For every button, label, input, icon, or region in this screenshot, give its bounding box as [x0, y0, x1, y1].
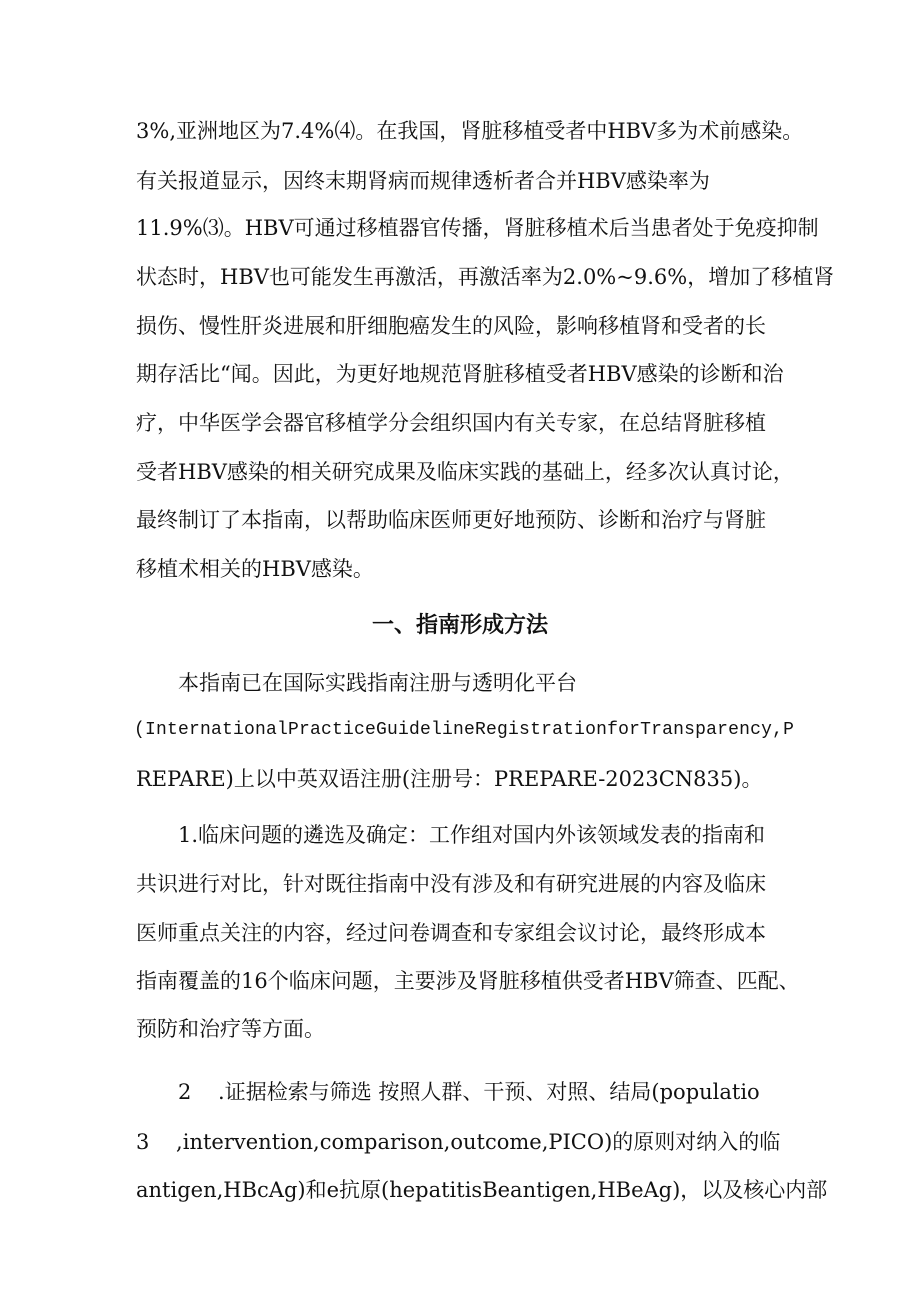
paragraph1-line-5: 损伤、慢性肝炎进展和肝细胞癌发生的风险，影响移植肾和受者的长: [136, 314, 766, 338]
paragraph1-line-2: 有关报道显示，因终末期肾病而规律透析者合并HBV感染率为: [136, 169, 710, 193]
paragraph3-line-3: 医师重点关注的内容，经过问卷调查和专家组会议讨论，最终形成本: [136, 921, 766, 945]
paragraph3-line-5: 预防和治疗等方面。: [136, 1017, 325, 1041]
paragraph4-line-3: antigen,HBcAg)和e抗原(hepatitisBeantigen,HBeAg)，以及核心内部: [136, 1178, 828, 1202]
paragraph2-line-1: 本指南已在国际实践指南注册与透明化平台: [178, 671, 577, 695]
paragraph1-line-10: 移植术相关的HBV感染。: [136, 557, 374, 581]
paragraph1-line-4: 状态时，HBV也可能发生再激活，再激活率为2.0%~9.6%，增加了移植肾: [136, 265, 835, 289]
paragraph4-line-1: 2 .证据检索与筛选 按照人群、干预、对照、结局(populatio: [178, 1080, 760, 1104]
paragraph3-line-1: 1.临床问题的遴选及确定：工作组对国内外该领域发表的指南和: [178, 823, 766, 847]
paragraph4-line-2: 3 ,intervention,comparison,outcome,PICO)的原则对纳入的临: [136, 1130, 781, 1154]
paragraph1-line-7: 疗，中华医学会器官移植学分会组织国内有关专家，在总结肾脏移植: [136, 411, 766, 435]
paragraph3-line-4: 指南覆盖的16个临床问题，主要涉及肾脏移植供受者HBV筛查、匹配、: [136, 969, 800, 993]
paragraph1-line-3: 11.9%⑶。HBV可通过移植器官传播，肾脏移植术后当患者处于免疫抑制: [136, 216, 819, 240]
paragraph2-line-2: (InternationalPracticeGuidelineRegistrationforTransparency,P: [134, 720, 795, 740]
paragraph3-line-2: 共识进行对比，针对既往指南中没有涉及和有研究进展的内容及临床: [136, 872, 766, 896]
paragraph2-line-3: REPARE)上以中英双语注册(注册号：PREPARE-2023CN835)。: [136, 767, 763, 791]
paragraph1-line-6: 期存活比“闻。因此，为更好地规范肾脏移植受者HBV感染的诊断和治: [136, 362, 784, 386]
paragraph1-line-1: 3%,亚洲地区为7.4%⑷。在我国，肾脏移植受者中HBV多为术前感染。: [136, 119, 804, 143]
paragraph1-line-9: 最终制订了本指南，以帮助临床医师更好地预防、诊断和治疗与肾脏: [136, 508, 766, 532]
paragraph1-line-8: 受者HBV感染的相关研究成果及临床实践的基础上，经多次认真讨论，: [136, 460, 794, 484]
section-heading: 一、指南形成方法: [371, 613, 548, 638]
